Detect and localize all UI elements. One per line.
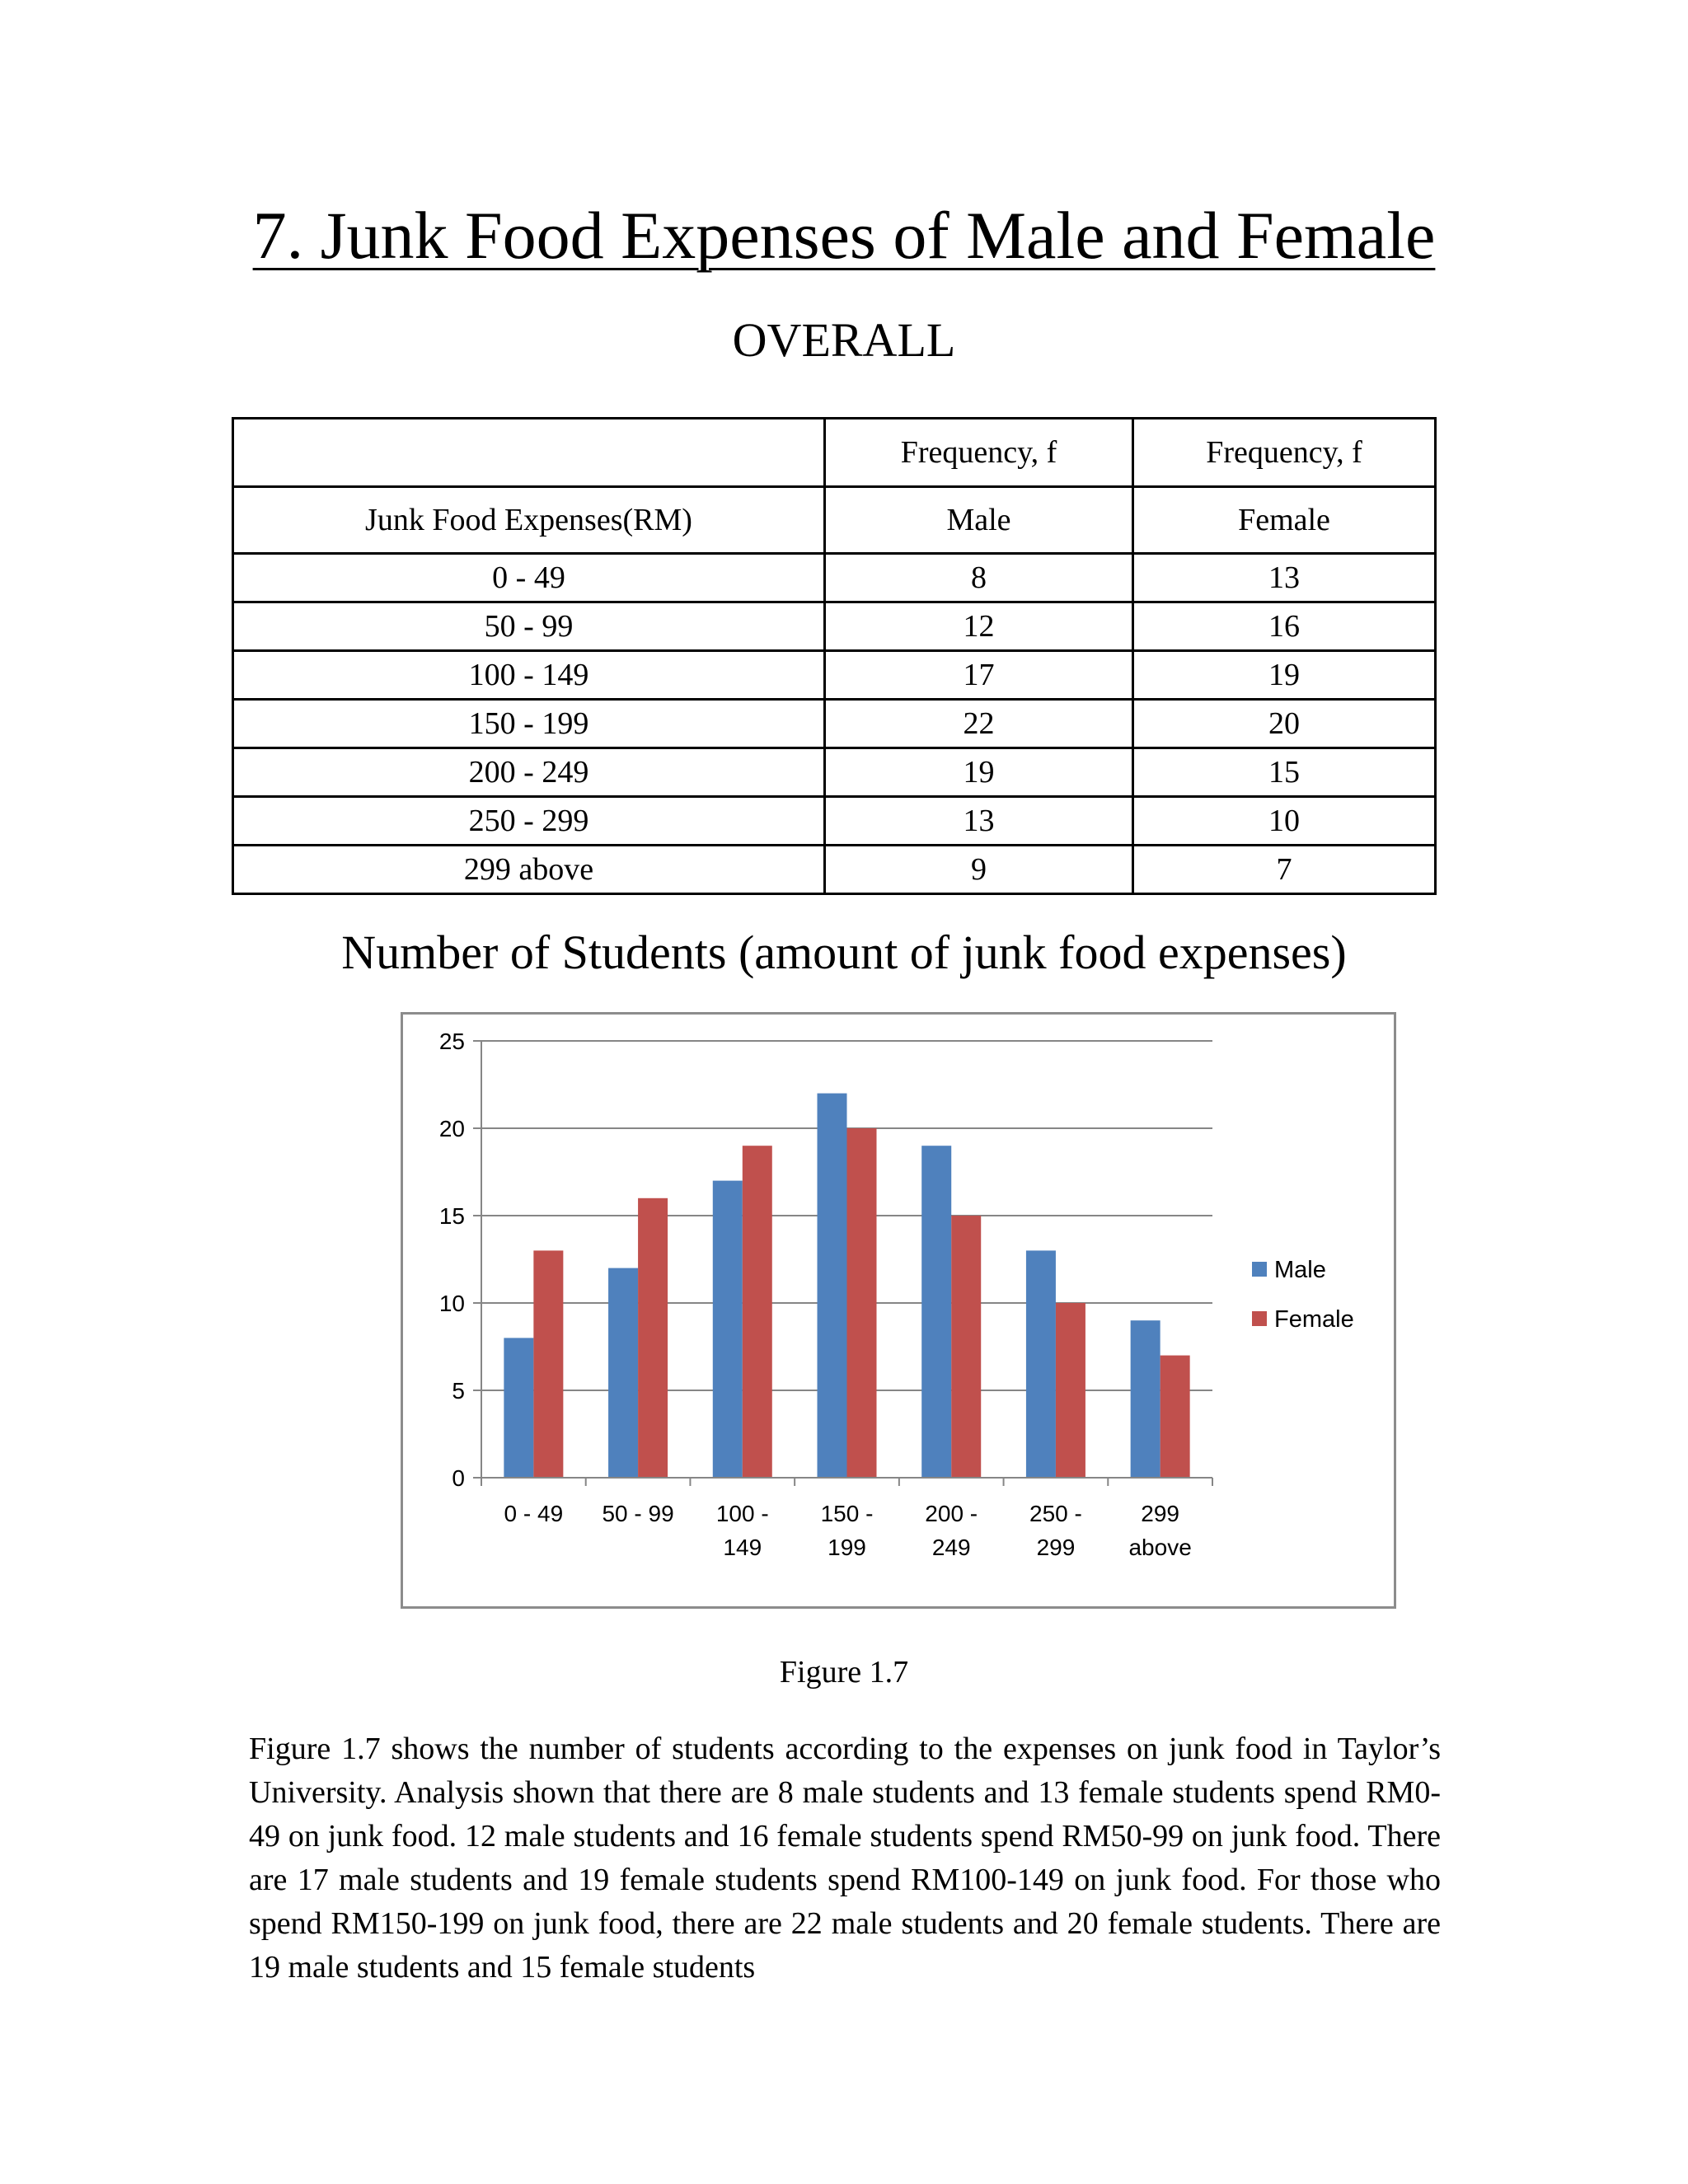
subheader-cell: Female xyxy=(1133,487,1436,554)
x-tick-label: above xyxy=(1128,1535,1192,1560)
x-tick-label: 249 xyxy=(931,1535,971,1560)
y-tick-label: 25 xyxy=(438,1029,465,1054)
female-bar xyxy=(951,1216,981,1478)
table-row xyxy=(233,651,1436,700)
male-bar xyxy=(921,1146,951,1478)
x-tick-label: 0 - 49 xyxy=(504,1501,564,1526)
expense-range-cell: 150 - 199 xyxy=(233,700,825,748)
expense-range-cell: 250 - 299 xyxy=(233,797,825,846)
header-cell: Frequency, f xyxy=(1133,419,1436,487)
table-row xyxy=(233,797,1436,846)
legend-label: Male xyxy=(1274,1257,1326,1283)
frequency-table xyxy=(232,417,1437,895)
table-row xyxy=(233,602,1436,651)
figure-caption: Figure 1.7 xyxy=(779,1655,909,1690)
female-frequency-cell: 7 xyxy=(1133,846,1436,894)
male-frequency-cell: 8 xyxy=(825,554,1133,602)
female-frequency-cell: 19 xyxy=(1133,651,1436,700)
chart-title: Number of Students (amount of junk food expenses) xyxy=(341,926,1347,979)
table-subheader-row xyxy=(233,487,1436,554)
table-row xyxy=(233,748,1436,797)
male-bar xyxy=(1026,1250,1056,1478)
y-tick-label: 0 xyxy=(452,1465,465,1491)
male-frequency-cell: 19 xyxy=(825,748,1133,797)
y-tick-label: 15 xyxy=(438,1203,465,1229)
male-frequency-cell: 17 xyxy=(825,651,1133,700)
body-paragraph: Figure 1.7 shows the number of students according to the expenses on junk food in Taylor’s University. Analysis shown that there are 8 male students and 13 female students spend RM0-49 on junk food. 12 male students and 16 female students spend RM50-99 on junk food. There are 17 male students and 19 female students spend RM100-149 on junk food. For those who spend RM150-199 on junk food, there are 22 male students and 20 female students. There are 19 male students and 15 female students xyxy=(249,1732,1441,1985)
x-tick-label: 199 xyxy=(828,1535,866,1560)
female-bar xyxy=(1160,1356,1190,1478)
male-bar xyxy=(1131,1320,1160,1478)
x-tick-label: 250 - xyxy=(1029,1501,1082,1526)
male-bar xyxy=(608,1268,638,1478)
y-tick-label: 10 xyxy=(438,1291,465,1316)
table-row xyxy=(233,554,1436,602)
expense-range-cell: 200 - 249 xyxy=(233,748,825,797)
subheader-cell: Junk Food Expenses(RM) xyxy=(233,487,825,554)
female-frequency-cell: 20 xyxy=(1133,700,1436,748)
x-tick-label: 299 xyxy=(1036,1535,1076,1560)
x-tick-label: 50 - 99 xyxy=(602,1501,674,1526)
female-frequency-cell: 15 xyxy=(1133,748,1436,797)
male-bar xyxy=(818,1094,847,1478)
x-tick-label: 150 - xyxy=(820,1501,874,1526)
expense-range-cell: 100 - 149 xyxy=(233,651,825,700)
section-subtitle: OVERALL xyxy=(732,313,956,367)
male-frequency-cell: 13 xyxy=(825,797,1133,846)
x-tick-label: 100 - xyxy=(715,1501,769,1526)
male-frequency-cell: 9 xyxy=(825,846,1133,894)
expense-range-cell: 50 - 99 xyxy=(233,602,825,651)
male-frequency-cell: 22 xyxy=(825,700,1133,748)
male-bar xyxy=(504,1338,533,1478)
x-tick-label: 200 - xyxy=(925,1501,978,1526)
female-bar xyxy=(743,1146,772,1478)
legend-swatch xyxy=(1252,1262,1267,1277)
female-frequency-cell: 16 xyxy=(1133,602,1436,651)
female-bar xyxy=(847,1128,877,1478)
female-bar xyxy=(638,1198,668,1478)
expense-range-cell: 299 above xyxy=(233,846,825,894)
male-frequency-cell: 12 xyxy=(825,602,1133,651)
male-bar xyxy=(713,1181,743,1478)
table-header-row xyxy=(233,419,1436,487)
x-tick-label: 299 xyxy=(1141,1501,1180,1526)
page-title-text: 7. Junk Food Expenses of Male and Female xyxy=(252,198,1436,273)
x-tick-label: 149 xyxy=(723,1535,762,1560)
header-cell: Frequency, f xyxy=(825,419,1133,487)
bar-chart xyxy=(401,1012,1396,1609)
legend-label: Female xyxy=(1274,1306,1354,1333)
female-frequency-cell: 10 xyxy=(1133,797,1436,846)
female-bar xyxy=(1056,1303,1085,1478)
expense-range-cell: 0 - 49 xyxy=(233,554,825,602)
table-row xyxy=(233,846,1436,894)
female-frequency-cell: 13 xyxy=(1133,554,1436,602)
table-row xyxy=(233,700,1436,748)
subheader-cell: Male xyxy=(825,487,1133,554)
y-tick-label: 5 xyxy=(452,1378,465,1404)
y-tick-label: 20 xyxy=(438,1116,465,1141)
header-cell xyxy=(233,419,825,487)
page-title xyxy=(0,194,1688,277)
legend-swatch xyxy=(1252,1311,1267,1326)
female-bar xyxy=(533,1250,563,1478)
